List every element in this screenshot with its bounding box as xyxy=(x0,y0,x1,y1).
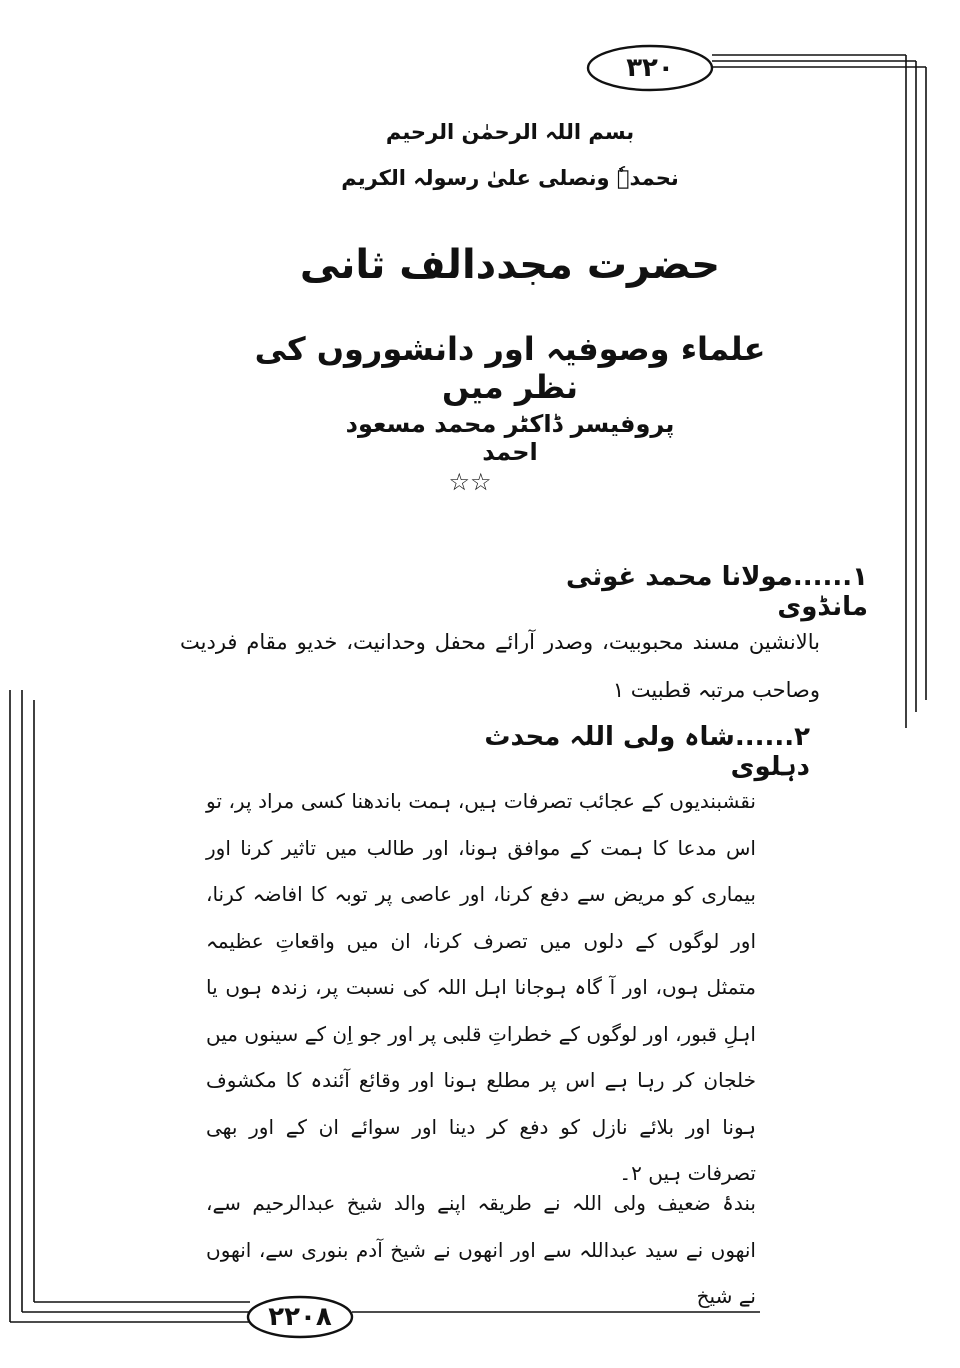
divider-stars: ☆☆ xyxy=(448,468,492,496)
author-name: پروفیسر ڈاکٹر محمد مسعود احمد xyxy=(345,410,675,466)
section-text-1 xyxy=(180,618,820,714)
section-text-2 xyxy=(206,778,756,1197)
bismillah-line: بسم اللہ الرحمٰن الرحیم xyxy=(385,120,635,144)
section-heading-1: ۱......مولانا محمد غوثی مانڈوی xyxy=(566,562,868,622)
page-number-bottom: ۲۲۰۸ xyxy=(268,1302,332,1332)
paragraph: بندۂ ضعیف ولی اللہ نے طریقہ اپنے والد شیخ عبدالرحیم سے، انھوں نے سید عبداللہ سے اور انھوں نے شیخ آدم بنوری سے، انھوں نے شیخ xyxy=(206,1191,756,1308)
page-number-top: ۳۲۰ xyxy=(626,53,674,83)
page-subtitle: علماء وصوفیہ اور دانشوروں کی نظر میں xyxy=(254,330,766,406)
section-text-2-continued xyxy=(206,1180,756,1320)
section-heading-2: ۲......شاہ ولی اللہ محدث دہلوی xyxy=(484,722,810,782)
hamd-line: نحمدہٗ ونصلی علیٰ رسولہ الکریم xyxy=(341,166,679,190)
paragraph: نقشبندیوں کے عجائب تصرفات ہیں، ہمت باندھنا کسی مراد پر، تو اس مدعا کا ہمت کے موافق ہونا، اور طالب میں تاثیر کرنا اور بیماری کو مریض سے دفع کرنا، اور عاصی پر توبہ کا افاضہ کرنا، اور لوگوں کے دلوں میں تصرف کرنا، ان میں واقعاتِ عظیمہ متمثل ہوں، اور آ گاہ ہوجانا اہل اللہ کی نسبت پر، زندہ ہوں یا اہلِ قبور، اور لوگوں کے خطراتِ قلبی پر اور جو اِن کے سینوں میں خلجان کر رہا ہے اس پر مطلع ہونا اور وقائع آئندہ کا مکشوف ہونا اور بلائے نازل کو دفع کر دینا اور سوائے ان کے اور بھی تصرفات ہیں ۲۔ xyxy=(206,789,756,1185)
page-title: حضرت مجددالف ثانی xyxy=(299,242,721,288)
paragraph: بالانشین مسند محبوبیت، وصدر آرائے محفل وحدانیت، خدیو مقام فردیت وصاحب مرتبہ قطبیت ۱ xyxy=(180,630,820,702)
